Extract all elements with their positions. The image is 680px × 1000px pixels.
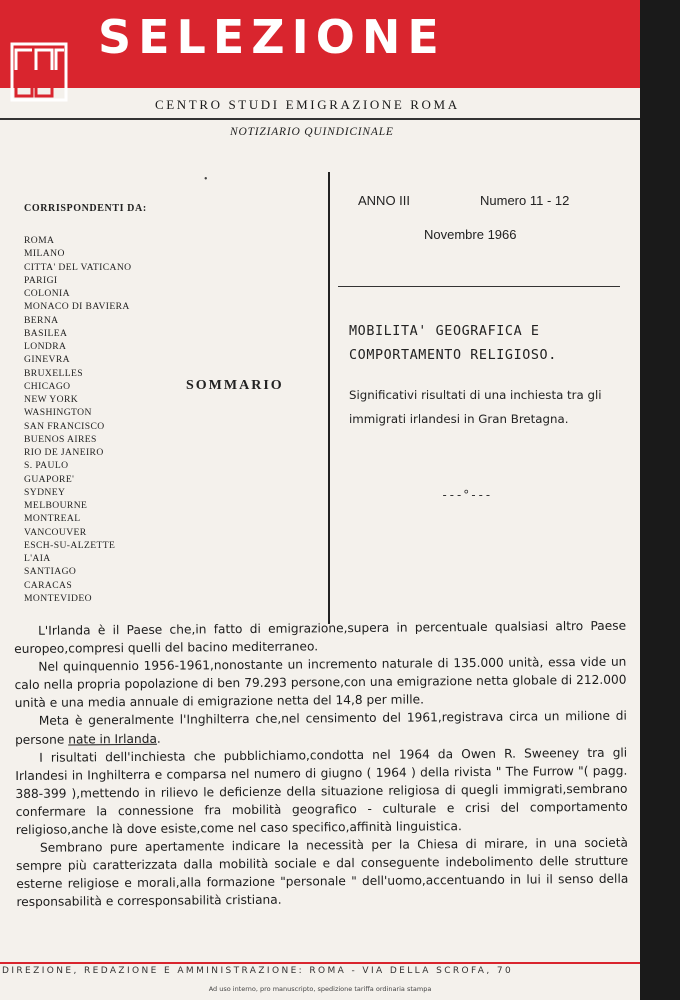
city-item: MILANO xyxy=(24,248,65,260)
paragraph: L'Irlanda è il Paese che,in fatto di emigrazione,supera in percentuale qualsiasi altro Paese europeo,compresi quelli del bacino mediterraneo. xyxy=(14,618,627,657)
city-item: PARIGI xyxy=(24,274,58,286)
article-title xyxy=(349,320,557,368)
correspondents-list xyxy=(24,234,132,605)
paragraph xyxy=(15,707,627,749)
publisher-logo xyxy=(10,40,68,104)
city-item: SYDNEY xyxy=(24,486,66,498)
ink-speck: • xyxy=(204,174,208,185)
issue-year: ANNO III xyxy=(358,193,411,208)
city-item: S. PAULO xyxy=(24,460,69,472)
city-item: WASHINGTON xyxy=(24,407,92,419)
city-item: CARACAS xyxy=(24,579,73,591)
issue-number: Numero 11 - 12 xyxy=(480,193,570,208)
publisher-subtitle: CENTRO STUDI EMIGRAZIONE ROMA xyxy=(155,97,460,112)
city-item: MONTREAL xyxy=(24,513,81,525)
city-item: MONTEVIDEO xyxy=(24,592,92,604)
city-item: ESCH-SU-ALZETTE xyxy=(24,539,116,551)
city-item: L'AIA xyxy=(24,553,51,564)
article-title-line1: MOBILITA' GEOGRAFICA E xyxy=(349,324,540,339)
city-item: LONDRA xyxy=(24,341,67,352)
paragraph: I risultati dell'inchiesta che pubblichiamo,condotta nel 1964 da Owen R. Sweeney tra gli Irlandesi in Inghilterra e comparsa nel numero di giugno ( 1964 ) della rivista " The Furrow "( pagg. 388-399 ),mettendo in rilievo le deficienze della situazione religiosa di quegli immigrati,sembrano confermare la connessione fra mobilità geografico - culturale e crisi del comportamento religioso,anche là dove esiste,come nel caso specifico,affinità linguistica. xyxy=(15,745,628,838)
city-item: BASILEA xyxy=(24,327,68,339)
paragraph-text: . xyxy=(156,731,161,746)
city-item: ROMA xyxy=(24,235,55,246)
city-item: BERNA xyxy=(24,314,59,326)
publication-frequency: NOTIZIARIO QUINDICINALE xyxy=(230,126,394,138)
city-item: RIO DE JANEIRO xyxy=(24,447,104,458)
footer-note: Ad uso interno, pro manuscripto, spedizione tariffa ordinaria stampa xyxy=(208,985,432,993)
city-item: VANCOUVER xyxy=(24,526,87,538)
city-item: MELBOURNE xyxy=(24,500,88,511)
city-item: GINEVRA xyxy=(24,354,70,366)
city-item: COLONIA xyxy=(24,288,70,299)
city-item: CITTA' DEL VATICANO xyxy=(24,261,132,273)
footer-divider xyxy=(0,962,640,964)
issue-date: Novembre 1966 xyxy=(424,227,517,242)
issue-divider xyxy=(338,286,620,287)
underlined-phrase: nate in Irlanda xyxy=(68,731,157,747)
city-item: SANTIAGO xyxy=(24,566,77,578)
article-body xyxy=(14,617,629,912)
city-item: NEW YORK xyxy=(24,394,79,405)
city-item: GUAPORE' xyxy=(24,473,75,485)
masthead-banner xyxy=(0,0,640,88)
correspondents-heading: CORRISPONDENTI DA: xyxy=(24,203,147,214)
paragraph: Sembrano pure apertamente indicare la necessità per la Chiesa di mirare, in una società sempre più caratterizzata dalla mobilità sociale e dal conseguente indebolimento delle strutture esterne religiose e morali,alla formazione "personale " dell'uomo,accentuando in lui il senso della responsabilità e corresponsabilità cristiana. xyxy=(16,835,629,910)
city-item: MONACO DI BAVIERA xyxy=(24,301,130,313)
column-divider xyxy=(328,172,330,624)
header-divider xyxy=(0,118,640,120)
paragraph-text: Meta è generalmente l'Inghilterra che,nel censimento del 1961,registrava circa un milione di persone xyxy=(14,709,627,747)
city-item: BRUXELLES xyxy=(24,367,84,379)
sommario-heading: SOMMARIO xyxy=(186,378,284,393)
masthead-title: SELEZIONE xyxy=(98,10,446,64)
article-subtitle: Significativi risultati di una inchiesta tra gli immigrati irlandesi in Gran Bretagna. xyxy=(349,388,602,426)
city-item: BUENOS AIRES xyxy=(24,433,97,445)
city-item: SAN FRANCISCO xyxy=(24,420,105,432)
footer-address: DIREZIONE, REDAZIONE E AMMINISTRAZIONE: ROMA - VIA DELLA SCROFA, 70 xyxy=(2,966,514,976)
paragraph: Nel quinquennio 1956-1961,nonostante un incremento naturale di 135.000 unità, essa vide un calo nella propria popolazione di ben 79.293 persone,con una emigrazione netta globale di 212.000 unità e una media annuale di emigrazione netta del 14,8 per mille. xyxy=(14,654,627,711)
section-separator: ---°--- xyxy=(441,488,492,502)
article-title-line2: COMPORTAMENTO RELIGIOSO. xyxy=(349,348,557,363)
city-item: CHICAGO xyxy=(24,380,71,392)
